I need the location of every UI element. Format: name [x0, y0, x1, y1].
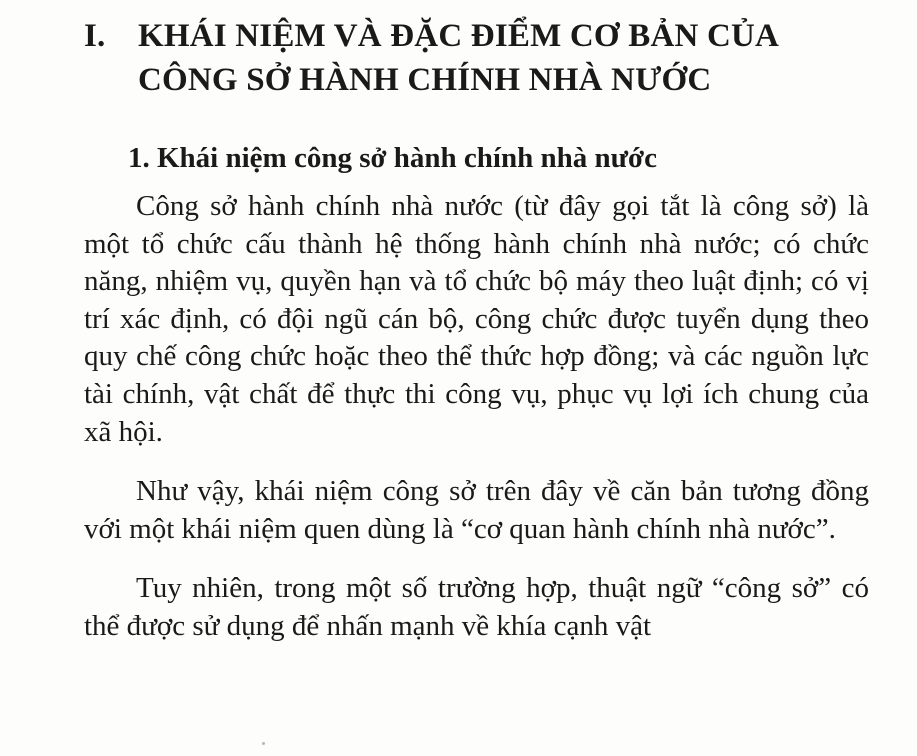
subsection-title: 1. Khái niệm công sở hành chính nhà nước	[128, 142, 657, 174]
paragraph-definition: Công sở hành chính nhà nước (từ đây gọi tắt là công sở) là một tổ chức cấu thành hệ thống hành chính nhà nước; có chức năng, nhiệm vụ, quyền hạn và tổ chức bộ máy theo luật định; có vị trí xác định, có đội ngũ cán bộ, công chức được tuyển dụng theo quy chế công chức hoặc theo thể thức hợp đồng; và các nguồn lực tài chính, vật chất để thực thi công vụ, phục vụ lợi ích chung của xã hội.	[84, 190, 869, 448]
paragraph-however: Tuy nhiên, trong một số trường hợp, thuật ngữ “công sở” có thể được sử dụng để nhấn mạnh về khía cạnh vật	[84, 572, 869, 642]
section-number: I.	[84, 18, 106, 54]
scan-speck	[262, 742, 265, 745]
section-title: KHÁI NIỆM VÀ ĐẶC ĐIỂM CƠ BẢN CỦA CÔNG SỞ HÀNH CHÍNH NHÀ NƯỚC	[138, 18, 778, 98]
paragraph-equivalence: Như vậy, khái niệm công sở trên đây về căn bản tương đồng với một khái niệm quen dùng là “cơ quan hành chính nhà nước”.	[84, 475, 869, 545]
section-heading	[84, 14, 869, 102]
